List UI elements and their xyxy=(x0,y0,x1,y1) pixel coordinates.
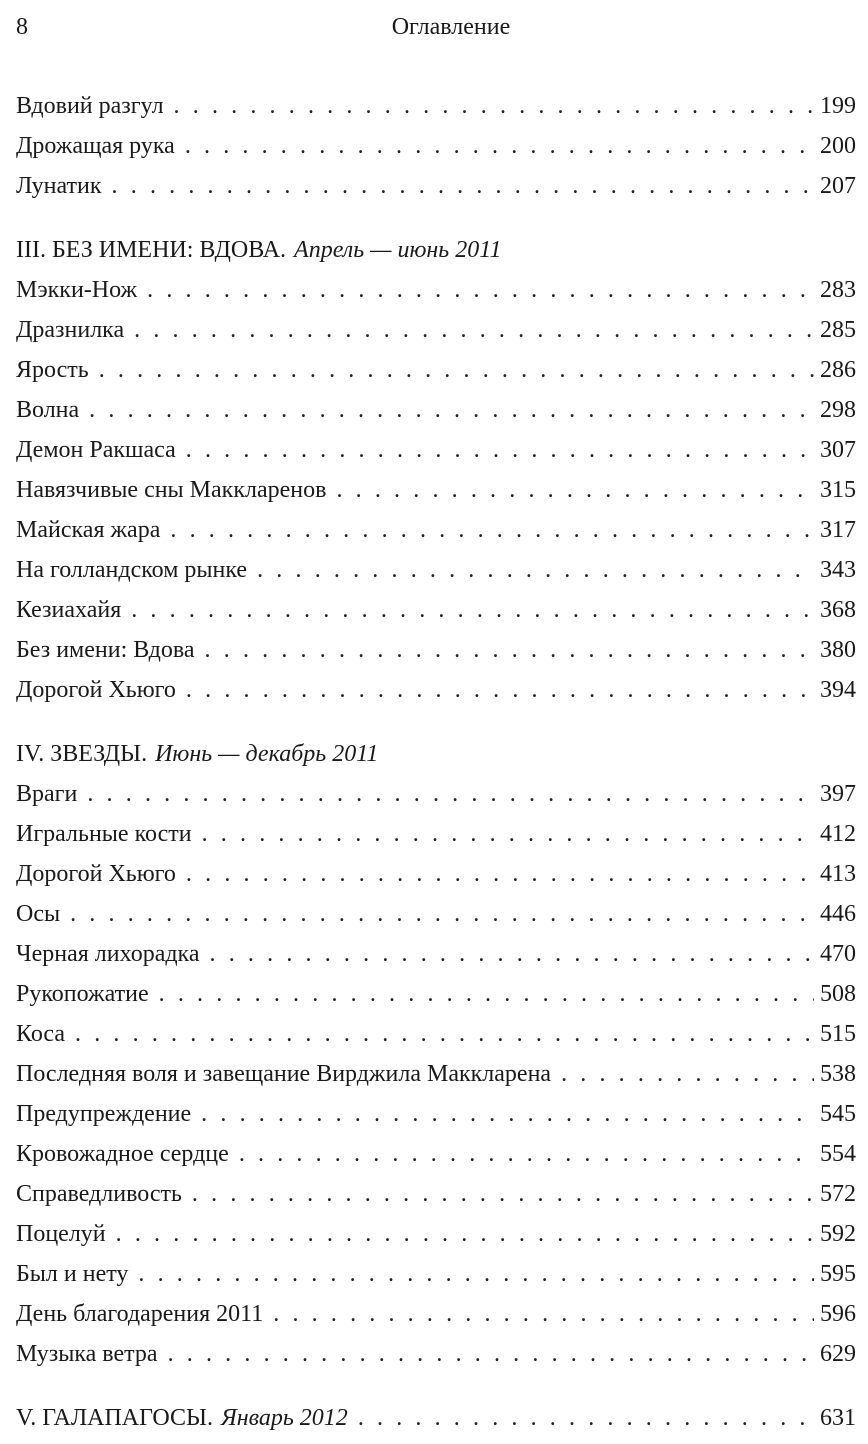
toc-entry xyxy=(16,430,856,470)
page-ref: 470 xyxy=(820,941,856,967)
page-ref: 413 xyxy=(820,861,856,887)
page-ref: 343 xyxy=(820,557,856,583)
page-ref: 200 xyxy=(820,133,856,159)
page-ref: 298 xyxy=(820,397,856,423)
table-of-contents xyxy=(16,86,856,1438)
entry-title: Осы xyxy=(16,901,61,927)
page-ref: 207 xyxy=(820,173,856,199)
page-ref: 286 xyxy=(820,357,856,383)
toc-entry xyxy=(16,126,856,166)
toc-entry xyxy=(16,550,856,590)
dot-leader xyxy=(87,774,814,814)
toc-section-part-3 xyxy=(16,270,856,710)
dot-leader xyxy=(239,1134,814,1174)
entry-title: Был и нету xyxy=(16,1261,129,1287)
page-ref: 629 xyxy=(820,1341,856,1367)
toc-entry xyxy=(16,974,856,1014)
entry-title: Дрожащая рука xyxy=(16,133,175,159)
part-dates: Январь 2012 xyxy=(220,1405,348,1431)
dot-leader xyxy=(138,1254,814,1294)
dot-leader xyxy=(89,390,814,430)
dot-leader xyxy=(186,430,814,470)
page-number: 8 xyxy=(16,14,28,40)
toc-entry xyxy=(16,590,856,630)
entry-title: На голландском рынке xyxy=(16,557,248,583)
entry-title: Музыка ветра xyxy=(16,1341,158,1367)
page-ref: 595 xyxy=(820,1261,856,1287)
dot-leader xyxy=(336,470,814,510)
toc-entry xyxy=(16,1134,856,1174)
entry-title: Волна xyxy=(16,397,80,423)
dot-leader xyxy=(112,166,814,206)
entry-title: Кезиахайя xyxy=(16,597,122,623)
page-ref: 592 xyxy=(820,1221,856,1247)
page-ref: 283 xyxy=(820,277,856,303)
entry-title: Мэкки-Нож xyxy=(16,277,138,303)
dot-leader xyxy=(75,1014,814,1054)
dot-leader xyxy=(186,854,814,894)
page-ref: 554 xyxy=(820,1141,856,1167)
dot-leader xyxy=(147,270,814,310)
toc-entry xyxy=(16,854,856,894)
toc-entry xyxy=(16,934,856,974)
part-heading-3 xyxy=(16,230,856,270)
toc-entry xyxy=(16,1014,856,1054)
entry-title: Поцелуй xyxy=(16,1221,106,1247)
toc-entry xyxy=(16,510,856,550)
entry-title: Вдовий разгул xyxy=(16,93,164,119)
part-heading-4 xyxy=(16,734,856,774)
entry-title: Враги xyxy=(16,781,78,807)
toc-entry xyxy=(16,390,856,430)
entry-title: Дорогой Хьюго xyxy=(16,861,176,887)
entry-title: Лунатик xyxy=(16,173,102,199)
dot-leader xyxy=(273,1294,814,1334)
dot-leader xyxy=(185,126,814,166)
dot-leader xyxy=(205,630,814,670)
entry-title: Коса xyxy=(16,1021,66,1047)
entry-title: Игральные кости xyxy=(16,821,192,847)
entry-title: Дорогой Хьюго xyxy=(16,677,176,703)
toc-entry xyxy=(16,1094,856,1134)
toc-entry xyxy=(16,1334,856,1374)
toc-entry xyxy=(16,894,856,934)
toc-entry xyxy=(16,270,856,310)
dot-leader xyxy=(257,550,814,590)
dot-leader xyxy=(561,1054,814,1094)
entry-title: Последняя воля и завещание Вирджила Маккларена xyxy=(16,1061,552,1087)
toc-entry xyxy=(16,1054,856,1094)
entry-title: Дразнилка xyxy=(16,317,125,343)
toc-entry xyxy=(16,350,856,390)
page-ref: 631 xyxy=(820,1405,856,1431)
entry-title: Рукопожатие xyxy=(16,981,149,1007)
part-title: V. ГАЛАПАГОСЫ. xyxy=(16,1405,213,1431)
page-ref: 446 xyxy=(820,901,856,927)
dot-leader xyxy=(134,310,814,350)
toc-entry xyxy=(16,1174,856,1214)
running-head xyxy=(16,14,856,46)
toc-entry xyxy=(16,470,856,510)
page-ref: 508 xyxy=(820,981,856,1007)
dot-leader xyxy=(192,1174,814,1214)
part-heading-5 xyxy=(16,1398,856,1438)
page-ref: 412 xyxy=(820,821,856,847)
entry-title: Черная лихорадка xyxy=(16,941,200,967)
toc-section-previous xyxy=(16,86,856,206)
entry-title: День благодарения 2011 xyxy=(16,1301,264,1327)
page-ref: 307 xyxy=(820,437,856,463)
dot-leader xyxy=(358,1398,814,1438)
entry-title: Без имени: Вдова xyxy=(16,637,195,663)
dot-leader xyxy=(201,1094,814,1134)
page-ref: 368 xyxy=(820,597,856,623)
entry-title: Майская жара xyxy=(16,517,161,543)
dot-leader xyxy=(170,510,814,550)
running-title: Оглавление xyxy=(391,14,511,40)
dot-leader xyxy=(99,350,814,390)
page-ref: 315 xyxy=(820,477,856,503)
entry-title: Предупреждение xyxy=(16,1101,192,1127)
page-ref: 285 xyxy=(820,317,856,343)
page-ref: 397 xyxy=(820,781,856,807)
entry-title: Демон Ракшаса xyxy=(16,437,176,463)
page-ref: 199 xyxy=(820,93,856,119)
dot-leader xyxy=(186,670,814,710)
entry-title: Справедливость xyxy=(16,1181,182,1207)
page-ref: 515 xyxy=(820,1021,856,1047)
entry-title: Ярость xyxy=(16,357,89,383)
dot-leader xyxy=(116,1214,814,1254)
dot-leader xyxy=(168,1334,814,1374)
dot-leader xyxy=(202,814,814,854)
page-ref: 572 xyxy=(820,1181,856,1207)
part-title: III. БЕЗ ИМЕНИ: ВДОВА. xyxy=(16,237,287,263)
toc-entry xyxy=(16,166,856,206)
page-ref: 538 xyxy=(820,1061,856,1087)
toc-entry xyxy=(16,1254,856,1294)
page-ref: 317 xyxy=(820,517,856,543)
page-ref: 545 xyxy=(820,1101,856,1127)
dot-leader xyxy=(210,934,814,974)
part-title: IV. ЗВЕЗДЫ. xyxy=(16,741,148,767)
toc-entry xyxy=(16,814,856,854)
toc-section-part-4 xyxy=(16,774,856,1374)
part-dates: Июнь — декабрь 2011 xyxy=(155,741,379,767)
entry-title: Навязчивые сны Маккларенов xyxy=(16,477,327,503)
dot-leader xyxy=(159,974,814,1014)
dot-leader xyxy=(174,86,814,126)
toc-entry xyxy=(16,630,856,670)
entry-title: Кровожадное сердце xyxy=(16,1141,229,1167)
toc-entry xyxy=(16,1294,856,1334)
dot-leader xyxy=(70,894,814,934)
toc-entry xyxy=(16,774,856,814)
toc-entry xyxy=(16,670,856,710)
toc-entry xyxy=(16,310,856,350)
page-ref: 394 xyxy=(820,677,856,703)
toc-entry xyxy=(16,1214,856,1254)
dot-leader xyxy=(131,590,814,630)
toc-entry xyxy=(16,86,856,126)
part-dates: Апрель — июнь 2011 xyxy=(294,237,502,263)
page-ref: 380 xyxy=(820,637,856,663)
page-ref: 596 xyxy=(820,1301,856,1327)
